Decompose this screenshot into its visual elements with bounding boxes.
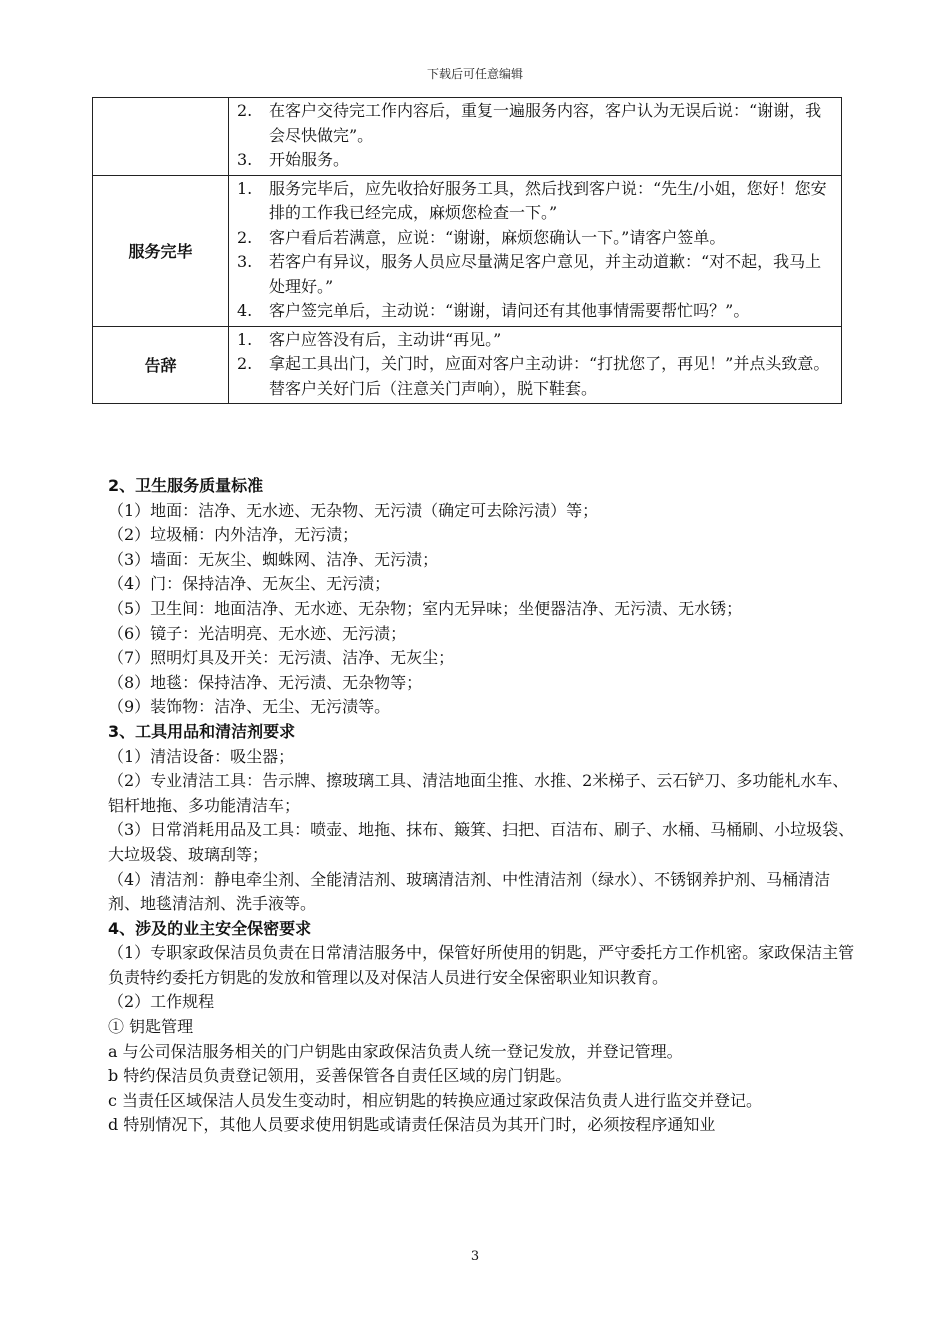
paragraph: （4）门：保持洁净、无灰尘、无污渍；	[108, 574, 391, 594]
table-row	[93, 98, 842, 176]
list-item	[237, 250, 833, 299]
step-number: 1.	[237, 178, 253, 198]
section-heading: 2、卫生服务质量标准	[108, 476, 264, 495]
paragraph: （9）装饰物：洁净、无尘、无污渍等。	[108, 697, 391, 717]
paragraph: （2）专业清洁工具：告示牌、擦玻璃工具、清洁地面尘推、水推、2米梯子、云石铲刀、多功能札水车、铝杆地拖、多功能清洁车；	[108, 771, 849, 815]
step-text: 在客户交待完工作内容后，重复一遍服务内容，客户认为无误后说：“谢谢，我会尽快做完”。	[269, 101, 822, 145]
row-content	[229, 98, 842, 176]
list-item	[237, 299, 833, 324]
step-number: 2.	[237, 101, 253, 120]
paragraph: （2）垃圾桶：内外洁净，无污渍；	[108, 525, 359, 545]
step-text: 拿起工具出门，关门时，应面对客户主动讲：“打扰您了，再见！”并点头致意。替客户关好门后（注意关门声响），脱下鞋套。	[269, 354, 830, 398]
paragraph: （3）日常消耗用品及工具：喷壶、地拖、抹布、簸箕、扫把、百洁布、刷子、水桶、马桶刷、小垃圾袋、大垃圾袋、玻璃刮等；	[108, 820, 855, 864]
step-number: 2.	[237, 227, 253, 247]
list-item	[237, 177, 833, 226]
step-list	[237, 99, 833, 173]
paragraph: （5）卫生间：地面洁净、无水迹、无杂物；室内无异味；坐便器洁净、无污渍、无水锈；	[108, 598, 743, 618]
list-item	[237, 226, 833, 251]
paragraph: a 与公司保洁服务相关的门户钥匙由家政保洁负责人统一登记发放，并登记管理。	[108, 1041, 683, 1061]
step-list	[237, 328, 833, 402]
paragraph: c 当责任区域保洁人员发生变动时，相应钥匙的转换应通过家政保洁负责人进行监交并登记。	[108, 1090, 763, 1110]
document-body	[108, 474, 860, 1138]
paragraph: d 特别情况下，其他人员要求使用钥匙或请责任保洁员为其开门时，必须按程序通知业	[108, 1115, 716, 1135]
paragraph: （3）墙面：无灰尘、蜘蛛网、洁净、无污渍；	[108, 549, 439, 569]
table-row	[93, 326, 842, 404]
step-text: 客户看后若满意，应说：“谢谢，麻烦您确认一下。”请客户签单。	[269, 227, 726, 247]
step-number: 3.	[237, 150, 253, 169]
list-item	[237, 148, 833, 173]
procedure-table	[92, 97, 842, 404]
table-row	[93, 175, 842, 326]
list-item	[237, 99, 833, 148]
list-item	[237, 352, 833, 401]
page-header: 下载后可任意编辑	[426, 67, 523, 81]
list-item	[237, 328, 833, 353]
step-list	[237, 177, 833, 324]
row-label	[93, 98, 229, 176]
paragraph: （7）照明灯具及开关：无污渍、洁净、无灰尘；	[108, 648, 455, 668]
paragraph: b 特约保洁员负责登记领用，妥善保管各自责任区域的房门钥匙。	[108, 1066, 572, 1086]
paragraph: （6）镜子：光洁明亮、无水迹、无污渍；	[108, 623, 407, 643]
paragraph: （8）地毯：保持洁净、无污渍、无杂物等；	[108, 672, 423, 692]
paragraph: （1）专职家政保洁员负责在日常清洁服务中，保管好所使用的钥匙，严守委托方工作机密。家政保洁主管负责特约委托方钥匙的发放和管理以及对保洁人员进行安全保密职业知识教育。	[108, 943, 855, 987]
step-text: 开始服务。	[269, 150, 350, 169]
row-content	[229, 175, 842, 326]
step-text: 客户应答没有后，主动讲“再见。”	[269, 329, 502, 349]
step-number: 2.	[237, 354, 253, 373]
row-label: 告辞	[93, 326, 229, 404]
paragraph: （2）工作规程	[108, 992, 215, 1012]
step-number: 4.	[237, 301, 253, 320]
page-number: 3	[470, 1249, 480, 1264]
paragraph: （1）清洁设备：吸尘器；	[108, 746, 295, 766]
paragraph: （4）清洁剂：静电牵尘剂、全能清洁剂、玻璃清洁剂、中性清洁剂（绿水）、不锈钢养护剂、马桶清洁剂、地毯清洁剂、洗手液等。	[108, 869, 831, 914]
paragraph: ① 钥匙管理	[108, 1017, 194, 1037]
paragraph: （1）地面：洁净、无水迹、无杂物、无污渍（确定可去除污渍）等；	[108, 500, 599, 520]
section-heading: 4、涉及的业主安全保密要求	[108, 918, 312, 938]
row-label: 服务完毕	[93, 175, 229, 326]
step-text: 若客户有异议，服务人员应尽量满足客户意见，并主动道歉：“对不起，我马上处理好。”	[269, 252, 822, 296]
row-content	[229, 326, 842, 404]
step-number: 1.	[237, 329, 253, 349]
step-text: 服务完毕后，应先收拾好服务工具，然后找到客户说：“先生/小姐，您好！您安排的工作我已经完成，麻烦您检查一下。”	[269, 178, 827, 222]
section-heading: 3、工具用品和清洁剂要求	[108, 721, 296, 741]
step-number: 3.	[237, 252, 253, 271]
step-text: 客户签完单后，主动说：“谢谢，请问还有其他事情需要帮忙吗？”。	[269, 301, 750, 320]
